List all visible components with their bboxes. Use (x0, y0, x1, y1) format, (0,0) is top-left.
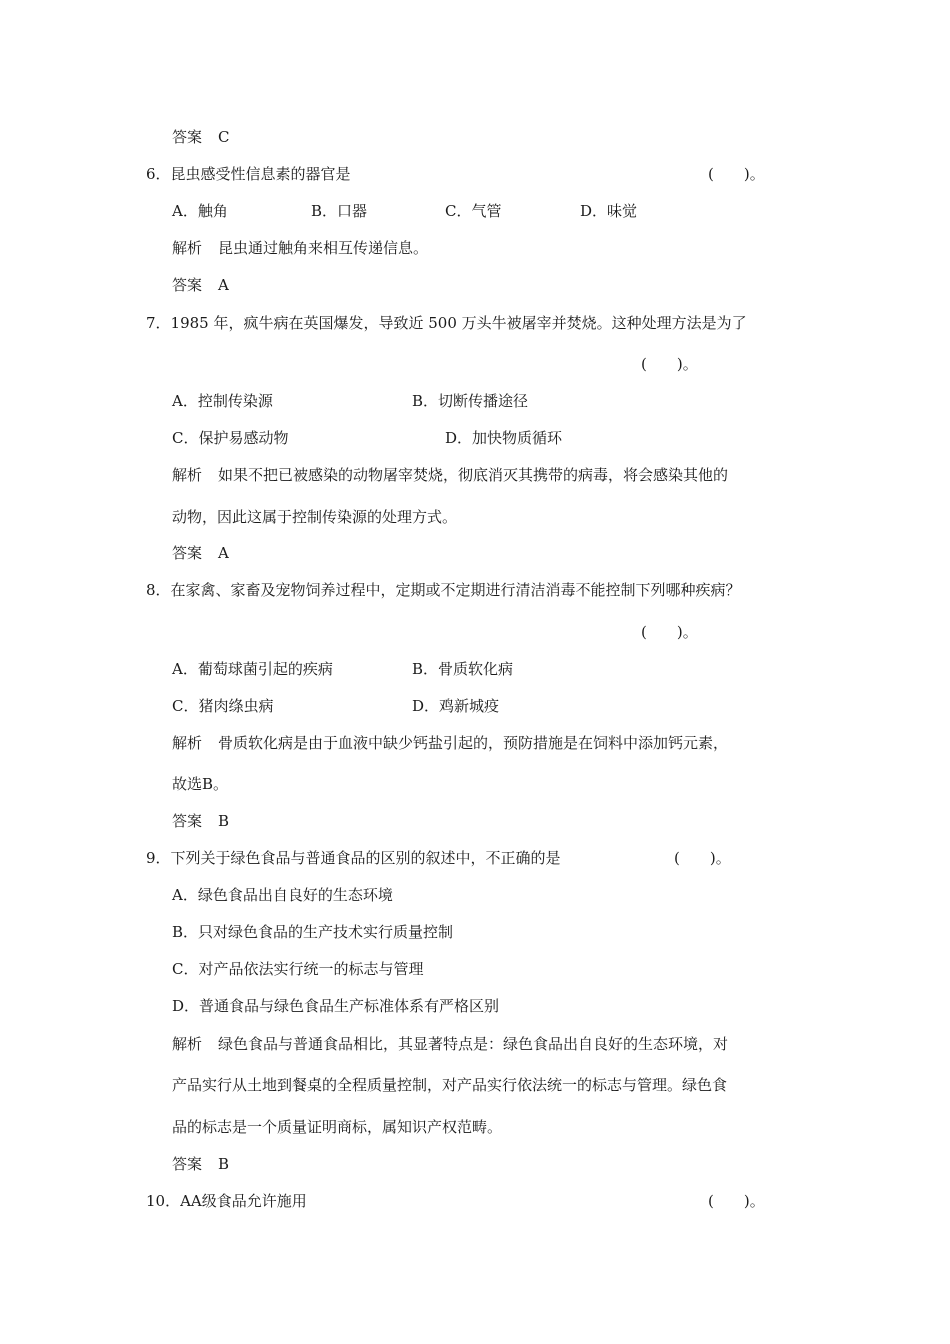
question-number: 6． (146, 165, 171, 183)
question-stem (146, 164, 351, 184)
answer-value: C (218, 128, 230, 146)
option-a: A．控制传染源 (172, 392, 273, 410)
option-b: B．切断传播途径 (412, 392, 529, 410)
option-a: A．葡萄球菌引起的疾病 (172, 660, 333, 678)
answer-value: B (218, 812, 230, 830)
analysis-continuation: 故选B。 (172, 775, 229, 793)
analysis-line (172, 733, 728, 753)
answer-blank: ( )。 (708, 1192, 765, 1210)
analysis-continuation: 动物，因此这属于控制传染源的处理方式。 (172, 508, 458, 526)
answer-blank: ( )。 (641, 623, 698, 641)
option-d: D．加快物质循环 (445, 429, 563, 447)
question-text: 在家禽、家畜及宠物饲养过程中，定期或不定期进行清洁消毒不能控制下列哪种疾病？ (170, 581, 741, 599)
option-c: C．猪肉绦虫病 (172, 697, 274, 715)
question-text: AA级食品允许施用 (180, 1192, 307, 1210)
question-number: 8． (146, 581, 171, 599)
analysis-label: 解析 (172, 239, 203, 257)
option-a: A．触角 (172, 202, 228, 220)
option-d: D．普通食品与绿色食品生产标准体系有严格区别 (172, 997, 500, 1015)
option-c: C．保护易感动物 (172, 429, 289, 447)
answer-line (172, 275, 229, 295)
question-number: 9． (146, 849, 171, 867)
question-stem (146, 848, 561, 868)
question-number: 7． (146, 314, 171, 332)
question-text: 昆虫感受性信息素的器官是 (170, 165, 351, 183)
answer-value: A (218, 544, 229, 562)
answer-value: B (218, 1155, 230, 1173)
option-b: B．骨质软化病 (412, 660, 514, 678)
answer-value: A (218, 276, 229, 294)
answer-label: 答案 (172, 276, 203, 294)
analysis-text: 绿色食品与普通食品相比，其显著特点是：绿色食品出自良好的生态环境，对 (218, 1035, 729, 1053)
analysis-text: 如果不把已被感染的动物屠宰焚烧，彻底消灭其携带的病毒，将会感染其他的 (218, 466, 729, 484)
analysis-label: 解析 (172, 466, 203, 484)
analysis-line (172, 465, 728, 485)
answer-line (172, 1154, 229, 1174)
analysis-label: 解析 (172, 734, 203, 752)
option-a: A．绿色食品出自良好的生态环境 (172, 886, 393, 904)
option-b: B．只对绿色食品的生产技术实行质量控制 (172, 923, 454, 941)
option-c: C．气管 (445, 202, 502, 220)
question-stem (146, 580, 741, 600)
question-stem (146, 313, 747, 333)
analysis-label: 解析 (172, 1035, 203, 1053)
option-b: B．口器 (311, 202, 368, 220)
answer-label: 答案 (172, 1155, 203, 1173)
question-number: 10． (146, 1192, 181, 1210)
answer-label: 答案 (172, 544, 203, 562)
answer-line (172, 543, 229, 563)
option-d: D．鸡新城疫 (412, 697, 500, 715)
answer-line (172, 127, 230, 147)
answer-blank: ( )。 (708, 165, 765, 183)
answer-blank: ( )。 (641, 355, 698, 373)
analysis-text: 昆虫通过触角来相互传递信息。 (218, 239, 429, 257)
analysis-line (172, 1034, 728, 1054)
question-text: 下列关于绿色食品与普通食品的区别的叙述中，不正确的是 (170, 849, 561, 867)
option-d: D．味觉 (580, 202, 638, 220)
answer-label: 答案 (172, 812, 203, 830)
analysis-text: 骨质软化病是由于血液中缺少钙盐引起的，预防措施是在饲料中添加钙元素， (218, 734, 729, 752)
answer-line (172, 811, 229, 831)
analysis-continuation: 品的标志是一个质量证明商标，属知识产权范畴。 (172, 1118, 503, 1136)
analysis-continuation: 产品实行从土地到餐桌的全程质量控制，对产品实行依法统一的标志与管理。绿色食 (172, 1076, 728, 1094)
question-stem (146, 1191, 307, 1211)
analysis-line (172, 238, 428, 258)
option-c: C．对产品依法实行统一的标志与管理 (172, 960, 424, 978)
answer-blank: ( )。 (674, 849, 731, 867)
question-text: 1985 年，疯牛病在英国爆发，导致近 500 万头牛被屠宰并焚烧。这种处理方法是为了 (170, 314, 747, 332)
answer-label: 答案 (172, 128, 203, 146)
